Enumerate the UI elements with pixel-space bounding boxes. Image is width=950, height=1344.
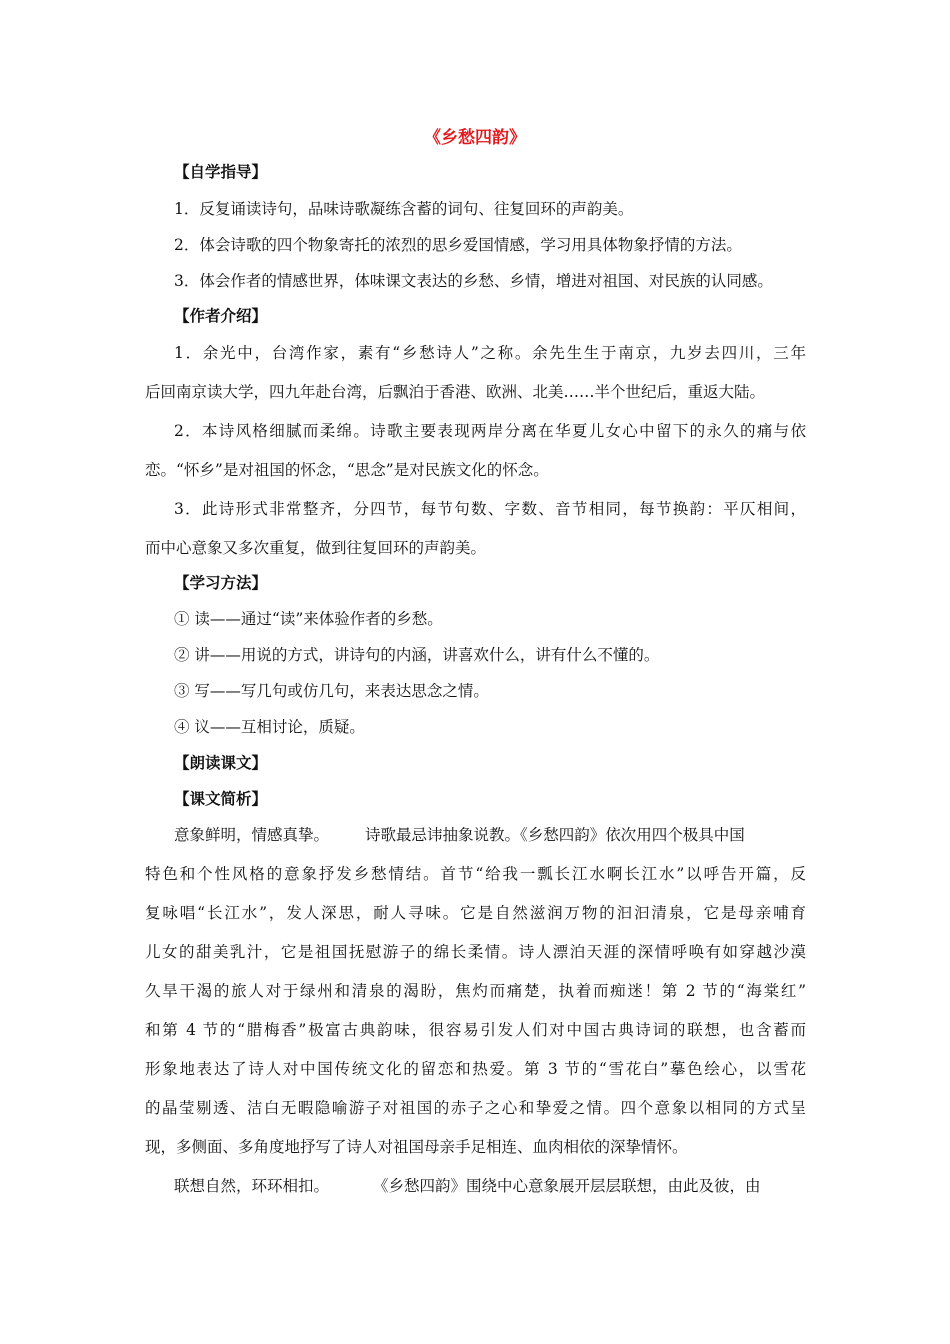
- analysis-line: 和第 4 节的“腊梅香”极富古典韵味，很容易引发人们对中国古典诗词的联想，也含蓄而: [145, 1021, 806, 1039]
- analysis-line: 形象地表达了诗人对中国传统文化的留恋和热爱。第 3 节的“雪花白”摹色绘心，以雪花: [145, 1060, 806, 1078]
- analysis-line: 现，多侧面、多角度地抒写了诗人对祖国母亲手足相连、血肉相依的深挚情怀。: [145, 1138, 688, 1156]
- analysis-line: 久旱干渴的旅人对于绿州和清泉的渴盼，焦灼而痛楚，执着而痴迷！第 2 节的“海棠红”: [145, 982, 806, 1000]
- section-heading-reading: 【朗读课文】: [174, 753, 268, 772]
- analysis-line: 的晶莹剔透、洁白无暇隐喻游子对祖国的赤子之心和挚爱之情。四个意象以相同的方式呈: [145, 1099, 806, 1117]
- section-heading-author: 【作者介绍】: [174, 306, 268, 325]
- method-item: ③ 写——写几句或仿几句，来表达思念之情。: [174, 682, 489, 700]
- analysis-text: 诗歌最忌讳抽象说教。《乡愁四韵》依次用四个极具中国: [365, 826, 745, 844]
- author-line: 而中心意象又多次重复，做到往复回环的声韵美。: [145, 539, 487, 557]
- author-line: 恋。“怀乡”是对祖国的怀念，“思念”是对民族文化的怀念。: [145, 461, 549, 479]
- author-line: 1．余光中，台湾作家，素有“乡愁诗人”之称。余先生生于南京，九岁去四川，三年: [174, 344, 806, 362]
- analysis-line: 儿女的甜美乳汁，它是祖国抚慰游子的绵长柔情。诗人漂泊天涯的深情呼唤有如穿越沙漠: [145, 943, 806, 961]
- section-heading-analysis: 【课文简析】: [174, 789, 268, 808]
- author-line: 后回南京读大学，四九年赴台湾，后飘泊于香港、欧洲、北美……半个世纪后，重返大陆。: [145, 383, 766, 401]
- guide-item: 2．体会诗歌的四个物象寄托的浓烈的思乡爱国情感，学习用具体物象抒情的方法。: [174, 236, 742, 254]
- author-line: 2．本诗风格细腻而柔绵。诗歌主要表现两岸分离在华夏儿女心中留下的永久的痛与依: [174, 422, 806, 440]
- guide-item: 3．体会作者的情感世界，体味课文表达的乡愁、乡情，增进对祖国、对民族的认同感。: [174, 272, 773, 290]
- section-heading-guide: 【自学指导】: [174, 162, 268, 181]
- analysis-line: 特色和个性风格的意象抒发乡愁情结。首节“给我一瓢长江水啊长江水”以呼告开篇，反: [145, 865, 806, 883]
- method-item: ④ 议——互相讨论，质疑。: [174, 718, 365, 736]
- page-title: 《乡愁四韵》: [424, 128, 526, 148]
- analysis-paragraph-1-start: [174, 824, 745, 846]
- analysis-text: 《乡愁四韵》围绕中心意象展开层层联想，由此及彼，由: [373, 1177, 761, 1195]
- analysis-lead: 意象鲜明，情感真挚。: [174, 826, 330, 844]
- guide-item: 1．反复诵读诗句，品味诗歌凝练含蓄的词句、往复回环的声韵美。: [174, 200, 634, 218]
- analysis-line: 复咏唱“长江水”，发人深思，耐人寻味。它是自然滋润万物的汩汩清泉，它是母亲哺育: [145, 904, 806, 922]
- analysis-paragraph-2-start: [174, 1175, 761, 1197]
- analysis-lead: 联想自然，环环相扣。: [174, 1177, 330, 1195]
- method-item: ① 读——通过“读”来体验作者的乡愁。: [174, 610, 443, 628]
- section-heading-method: 【学习方法】: [174, 573, 268, 592]
- method-item: ② 讲——用说的方式，讲诗句的内涵，讲喜欢什么，讲有什么不懂的。: [174, 646, 660, 664]
- author-line: 3．此诗形式非常整齐，分四节，每节句数、字数、音节相同，每节换韵：平仄相间，: [174, 500, 806, 518]
